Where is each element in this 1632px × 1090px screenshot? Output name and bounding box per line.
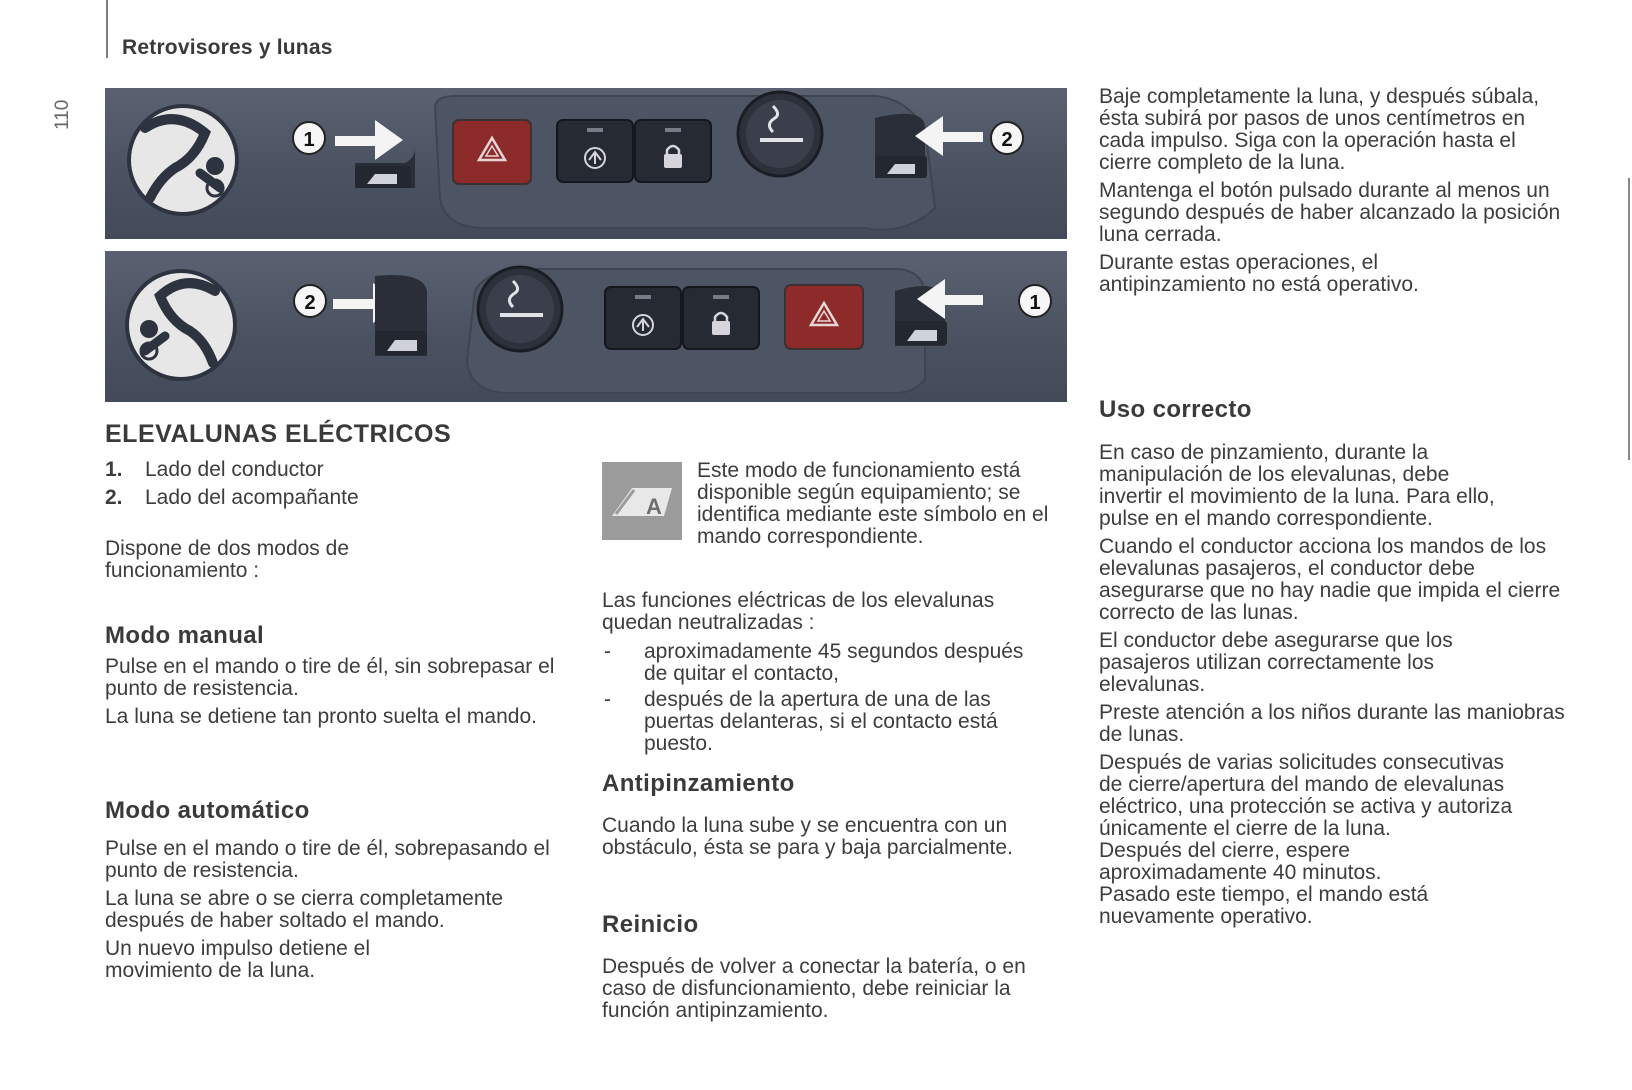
manual-mode-title: Modo manual [105, 622, 265, 649]
paragraph: La luna se abre o se cierra completamente después de haber soltado el mando. [105, 887, 504, 932]
paragraph: Después de varias solicitudes consecutivas de cierre/apertura del mando de elevalunas eléctrico, una protección se activa y autoriza únicamente el cierre de la luna. [1099, 751, 1513, 840]
list-item [105, 487, 565, 509]
hazard-button [785, 285, 863, 349]
callout-2-marker [991, 122, 1023, 154]
auto-window-symbol-icon [602, 462, 682, 540]
paragraph: Después del cierre, espere aproximadamente 40 minutos. [1099, 839, 1382, 884]
antipinch-text: Cuando la luna sube y se encuentra con un obstáculo, ésta se para y baja parcialmente. [602, 814, 1013, 859]
intro-text: Dispone de dos modos de funcionamiento : [105, 537, 349, 582]
control-panel-illustration-lhd [105, 88, 1067, 239]
paragraph: Preste atención a los niños durante las maniobras de lunas. [1099, 701, 1565, 746]
list-item-text: Lado del conductor [145, 458, 324, 481]
paragraph: Baje completamente la luna, y después súbala, ésta subirá por pasos de unos centímetros en cada impulso. Siga con la operación hasta el cierre completo de la luna. [1099, 85, 1540, 174]
list-item [105, 459, 565, 481]
paragraph: Mantenga el botón pulsado durante al menos un segundo después de haber alcanzado la posición luna cerrada. [1099, 179, 1561, 246]
auto-mode-title: Modo automático [105, 797, 310, 824]
hazard-button [453, 120, 531, 184]
paragraph: Cuando el conductor acciona los mandos de los elevalunas pasajeros, el conductor debe asegurarse que no hay nadie que impida el cierre correcto de las lunas. [1099, 535, 1561, 624]
callout-1-marker [293, 122, 325, 154]
paragraph: Pulse en el mando o tire de él, sobrepasando el punto de resistencia. [105, 837, 550, 882]
list-item-text: aproximadamente 45 segundos después de quitar el contacto, [644, 640, 1024, 685]
page-number-text: 110 [52, 99, 73, 130]
paragraph: La luna se detiene tan pronto suelta el mando. [105, 705, 537, 728]
callout-1-marker [1019, 285, 1051, 317]
central-lock-button [683, 287, 759, 349]
paragraph: El conductor debe asegurarse que los pasajeros utilizan correctamente los elevalunas. [1099, 629, 1453, 696]
side-list [105, 459, 565, 509]
auto-mode-text [105, 838, 565, 988]
callout-1-label: 1 [1029, 292, 1041, 314]
page-edge-mark [1628, 178, 1630, 460]
reset-text: Después de volver a conectar la batería, o en caso de disfuncionamiento, debe reiniciar la función antipinzamiento. [602, 955, 1026, 1022]
window-switch-left [375, 275, 427, 356]
callout-1-label: 1 [303, 129, 315, 151]
cigarette-lighter-knob [738, 92, 822, 176]
manual-mode-text [105, 656, 565, 734]
section-title: ELEVALUNAS ELÉCTRICOS [105, 420, 452, 448]
antipinch-title: Antipinzamiento [602, 770, 795, 797]
callout-2-label: 2 [304, 292, 316, 314]
control-panel-illustration-rhd [105, 251, 1067, 402]
child-lock-button [557, 120, 633, 182]
reset-procedure-text [1099, 86, 1569, 302]
page-number [52, 99, 82, 170]
list-item-number: 2. [105, 486, 123, 509]
child-lock-button [605, 287, 681, 349]
page-header-title: Retrovisores y lunas [122, 36, 333, 59]
central-lock-button [635, 120, 711, 182]
correct-use-text [1099, 442, 1569, 934]
paragraph: Un nuevo impulso detiene el movimiento de la luna. [105, 937, 371, 982]
callout-2-marker [294, 285, 326, 317]
paragraph: Pasado este tiempo, el mando está nuevamente operativo. [1099, 883, 1429, 928]
paragraph: En caso de pinzamiento, durante la manipulación de los elevalunas, debe invertir el movimiento de la luna. Para ello, pulse en el mando correspondiente. [1099, 441, 1495, 530]
callout-2-label: 2 [1001, 129, 1013, 151]
window-switch-right [875, 114, 927, 178]
auto-symbol-note: Este modo de funcionamiento está disponible según equipamiento; se identifica mediante este símbolo en el mando correspondiente. [697, 459, 1049, 548]
reset-title: Reinicio [602, 911, 699, 938]
list-item-text: después de la apertura de una de las puertas delanteras, si el contacto está puesto. [644, 688, 998, 755]
paragraph: Pulse en el mando o tire de él, sin sobrepasar el punto de resistencia. [105, 655, 555, 700]
paragraph: Durante estas operaciones, el antipinzamiento no está operativo. [1099, 251, 1419, 296]
correct-use-title: Uso correcto [1099, 396, 1252, 423]
car-side-icon [127, 271, 235, 379]
list-item: - después de la apertura de una de las puertas delanteras, si el contacto está puesto. [604, 688, 998, 755]
arrow-right-icon [335, 120, 403, 160]
neutralized-intro: Las funciones eléctricas de los elevalunas quedan neutralizadas : [602, 589, 995, 634]
neutralized-list [602, 641, 1042, 759]
header-rule [106, 0, 108, 58]
window-switch-left [355, 148, 415, 188]
list-item: - aproximadamente 45 segundos después de quitar el contacto, [604, 640, 1024, 685]
list-item-text: Lado del acompañante [145, 486, 359, 509]
car-side-icon [129, 106, 237, 214]
cigarette-lighter-knob [478, 267, 562, 351]
svg-text:A: A [646, 494, 662, 519]
list-item-number: 1. [105, 458, 123, 481]
